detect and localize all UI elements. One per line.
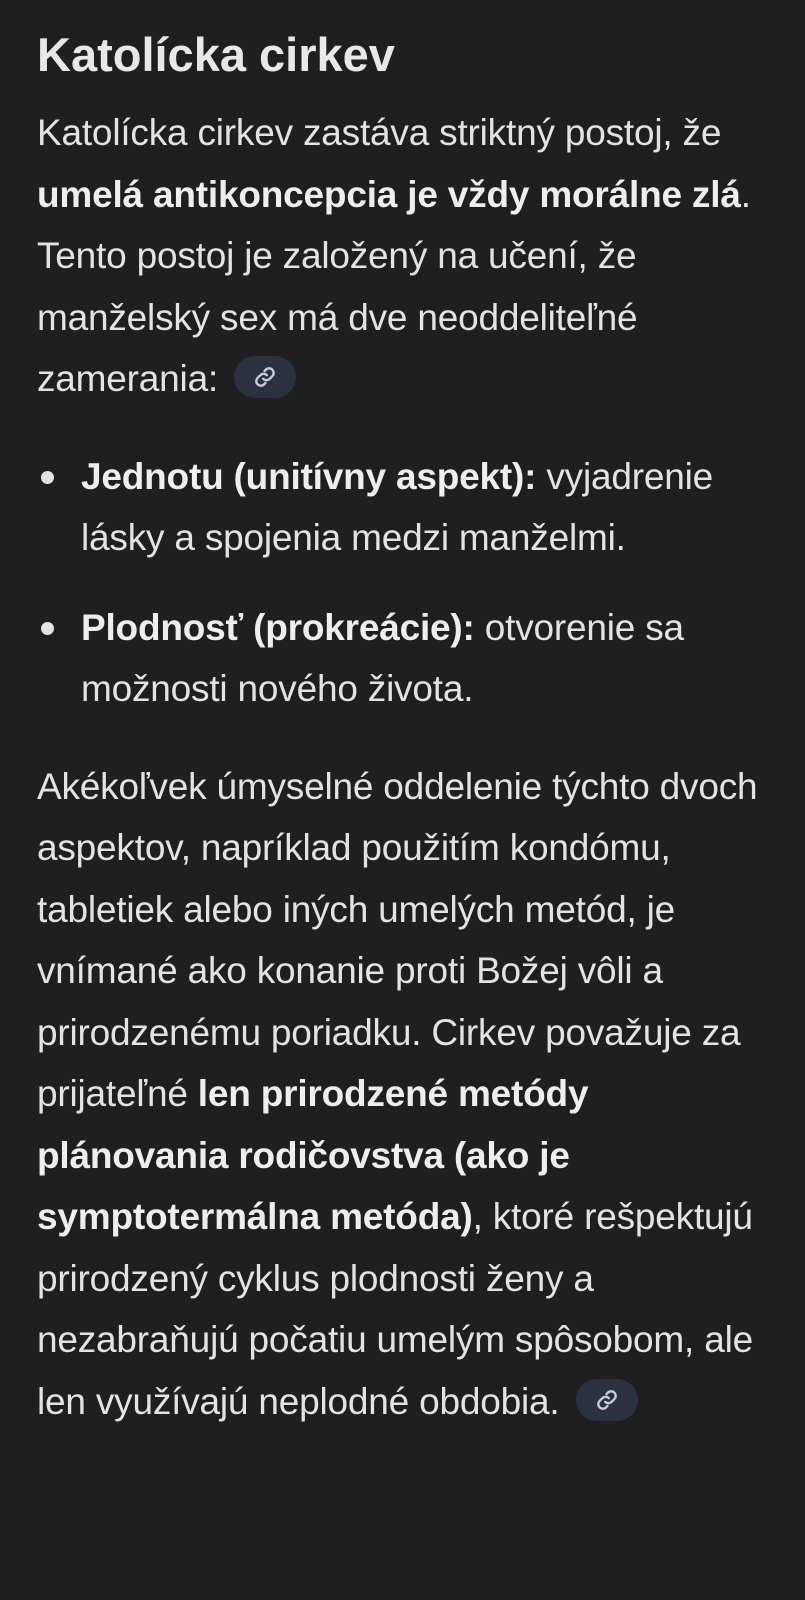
section-heading: Katolícka cirkev <box>37 28 395 81</box>
list-item-text: otvorenie sa možnosti nového života. <box>81 606 684 709</box>
closing-paragraph <box>37 756 767 1433</box>
list-item-bold: Jednotu (unitívny aspekt): <box>81 455 537 497</box>
intro-text-2: . Tento postoj je založený na učení, že manželský sex má dve neoddeliteľné zamerania: <box>37 173 751 399</box>
closing-text-2: , ktoré rešpektujú prirodzený cyklus plodnosti ženy a nezabraňujú počatiu umelým spôsobom, ale len využívajú neplodné obdobia. <box>37 1196 753 1422</box>
bullet-dot <box>41 471 54 484</box>
closing-bold: len prirodzené metódy plánovania rodičovstva (ako je symptotermálna metóda) <box>37 1073 589 1237</box>
intro-text-1: Katolícka cirkev zastáva striktný postoj, že <box>37 112 722 153</box>
source-link-chip[interactable] <box>234 356 296 398</box>
aspects-list <box>37 446 767 720</box>
link-icon <box>254 366 276 388</box>
list-item-bold: Plodnosť (prokreácie): <box>81 606 475 648</box>
intro-bold: umelá antikoncepcia je vždy morálne zlá <box>37 173 741 215</box>
closing-text-1: Akékoľvek úmyselné oddelenie týchto dvoch aspektov, napríklad použitím kondómu, tabletiek alebo iných umelých metód, je vnímané ako konanie proti Božej vôli a prirodzenému poriadku. Cirkev považuje za prijateľné <box>37 765 758 1114</box>
link-icon <box>596 1389 618 1411</box>
intro-paragraph <box>37 102 767 410</box>
list-item <box>81 597 767 720</box>
source-link-chip[interactable] <box>576 1379 638 1421</box>
bullet-dot <box>41 622 54 635</box>
list-item-text: vyjadrenie lásky a spojenia medzi manželmi. <box>81 455 714 558</box>
list-item <box>81 446 767 569</box>
